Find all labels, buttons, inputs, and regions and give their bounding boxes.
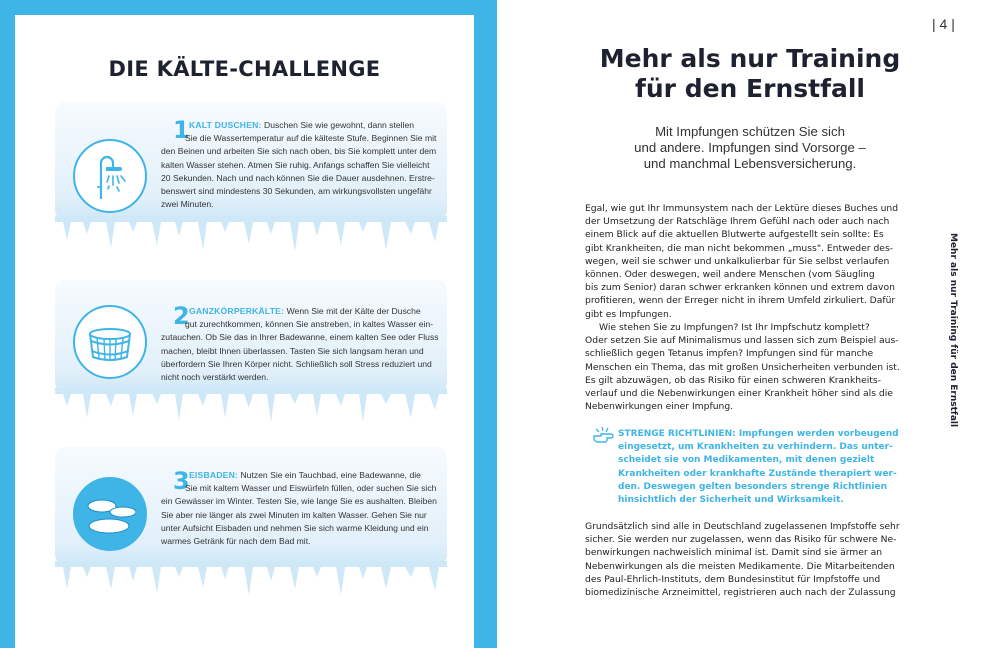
challenge-card-full-body bbox=[55, 280, 447, 440]
text-line: des Paul-Ehrlich-Instituts, dem Bundesinstitut für Impfstoffe und bbox=[585, 573, 881, 585]
subtitle-line: und manchmal Lebensversicherung. bbox=[643, 156, 857, 171]
text-line: einem Blick auf die aktuellen Blutwerte aufgestellt sein sollte: Es bbox=[585, 229, 884, 241]
icicles-decoration bbox=[55, 216, 447, 256]
running-header-text: Mehr als nur Training für den Ernstfall bbox=[948, 233, 958, 428]
text-line: Sie die Wassertemperatur auf die kälteste Stufe. Beginnen Sie mit bbox=[185, 133, 437, 144]
text-line: der Umsetzung der Ratschläge Ihrem Gefühl nach oder auch nach bbox=[585, 216, 890, 228]
item-number: 2 bbox=[173, 302, 190, 330]
item-lead: GANZKÖRPERKÄLTE: bbox=[189, 306, 285, 316]
challenge-title: DIE KÄLTE-CHALLENGE bbox=[108, 57, 381, 81]
text-line: nicht noch verstärkt werden. bbox=[161, 372, 269, 383]
text-line: benswert sind mindestens 30 Sekunden, am wirkungsvollsten ungefähr bbox=[161, 186, 432, 197]
ice-floes-icon bbox=[73, 477, 147, 551]
heading-line: für den Ernstfall bbox=[635, 74, 865, 103]
text-line: überfordern Sie Ihren Körper nicht. Schließlich soll Stress reduziert und bbox=[161, 358, 432, 369]
item-text bbox=[161, 469, 443, 548]
wooden-tub-icon bbox=[73, 305, 147, 379]
text-line: können. Oder deswegen, weil andere Menschen (vom Säugling bbox=[585, 269, 875, 281]
text-line: Nebenwirkungen als die meisten Medikamente. Die Mitarbeitenden bbox=[585, 560, 895, 572]
text-line: biomedizinische Arzneimittel, registrieren auch nach der Zulassung bbox=[585, 587, 896, 599]
text-line: kalten Wasser stehen. Atmen Sie ruhig. Anfangs schaffen Sie vielleicht bbox=[161, 159, 430, 170]
shower-icon bbox=[73, 139, 147, 213]
challenge-card-shower bbox=[55, 102, 447, 272]
hand-pointer-icon bbox=[592, 425, 616, 443]
subtitle-line: und andere. Impfungen sind Vorsorge – bbox=[634, 140, 866, 155]
text-line: unter Aufsicht Eisbaden und nehmen Sie sich warme Kleidung und ein bbox=[161, 522, 429, 533]
text-line: gut zurechtkommen, können Sie anstreben, in kaltes Wasser ein- bbox=[185, 319, 434, 330]
text-line: Egal, wie gut Ihr Immunsystem nach der Lektüre dieses Buches und bbox=[585, 203, 899, 214]
challenge-card-ice-bath bbox=[55, 447, 447, 622]
page-number: | 4 | bbox=[932, 16, 955, 32]
text-line: wegen, weil sie schwer und unkalkulierbar für Sie selbst verlaufen bbox=[585, 255, 890, 267]
item-text bbox=[161, 305, 443, 384]
page-heading bbox=[590, 44, 910, 104]
page-subtitle bbox=[598, 124, 902, 172]
text-line: gibt Krankheiten, die man nicht bekommen „muss". Entweder des- bbox=[585, 242, 894, 254]
callout-box bbox=[618, 428, 908, 507]
body-paragraph-1 bbox=[585, 202, 907, 321]
heading-line: Mehr als nur Training bbox=[599, 44, 901, 73]
callout-line: Krankheiten oder krankhafte Zustände therapiert wer- bbox=[618, 468, 897, 479]
text-line: machen, bleibt Ihnen überlassen. Tasten Sie sich langsam heran und bbox=[161, 345, 424, 356]
text-line: Nutzen Sie ein Tauchbad, eine Badewanne, die bbox=[240, 470, 421, 480]
text-line: Duschen Sie wie gewohnt, dann stellen bbox=[264, 120, 415, 130]
left-page-panel bbox=[15, 15, 474, 648]
text-line: Grundsätzlich sind alle in Deutschland zugelassenen Impfstoffe sehr bbox=[585, 521, 900, 532]
body-paragraph-2 bbox=[585, 321, 907, 413]
body-paragraph-3 bbox=[585, 520, 907, 599]
callout-line: hinsichtlich der Sicherheit und Wirksamkeit. bbox=[618, 495, 844, 506]
callout-line: STRENGE RICHTLINIEN: Impfungen werden vorbeugend bbox=[618, 429, 899, 439]
item-lead: EISBADEN: bbox=[189, 470, 239, 480]
text-line: ein Gewässer im Winter. Testen Sie, wie lange Sie es aushalten. Bleiben bbox=[161, 496, 437, 507]
text-line: gibt es Impfungen. bbox=[585, 308, 672, 320]
text-line: Wenn Sie mit der Kälte der Dusche bbox=[286, 306, 421, 316]
left-page-frame bbox=[0, 0, 497, 648]
text-line: Menschen ein Thema, das mit großen Unsicherheiten verbunden ist. bbox=[585, 361, 900, 373]
text-line: 20 Sekunden. Nach und nach können Sie die Dauer ausdehnen. Erstre- bbox=[161, 172, 435, 183]
text-line: Wie stehen Sie zu Impfungen? Ist Ihr Impfschutz komplett? bbox=[599, 322, 870, 333]
item-lead: KALT DUSCHEN: bbox=[189, 120, 262, 130]
text-line: schließlich gegen Tetanus impfen? Impfungen sind für manche bbox=[585, 348, 874, 360]
text-line: bis zum Senior) daran schwer erkranken können und extrem davon bbox=[585, 282, 895, 294]
text-line: den Beinen und arbeiten Sie sich nach oben, bis Sie komplett unter dem bbox=[161, 146, 437, 157]
text-line: Es gilt abzuwägen, ob das Risiko für einen schweren Krankheits- bbox=[585, 374, 882, 386]
text-line: Nebenwirkungen einer Impfung. bbox=[585, 401, 734, 413]
text-line: benwirkungen nachweislich minimal ist. Damit sind sie ärmer an bbox=[585, 547, 883, 559]
text-line: Sie mit kaltem Wasser und Eiswürfeln füllen, oder suchen Sie sich bbox=[185, 483, 437, 494]
text-line: Sie aber nie länger als zwei Minuten im kalten Wasser. Gehen Sie nur bbox=[161, 509, 427, 520]
text-line: profitieren, wenn der Erreger nicht in ihrem Umfeld zirkuliert. Dafür bbox=[585, 295, 896, 307]
running-header-vertical bbox=[945, 233, 959, 428]
callout-line: eingesetzt, um Krankheiten zu verhindern. Das unter- bbox=[618, 442, 893, 453]
icicles-decoration bbox=[55, 561, 447, 601]
icicles-decoration bbox=[55, 388, 447, 428]
item-number: 3 bbox=[173, 467, 190, 495]
item-number: 1 bbox=[173, 116, 190, 144]
text-line: zutauchen. Ob Sie das in Ihrer Badewanne, einem kalten See oder Fluss bbox=[161, 332, 439, 343]
callout-line: scheidet sie von Medikamenten, mit denen gezielt bbox=[618, 455, 875, 466]
text-line: zwei Minuten. bbox=[161, 199, 214, 210]
callout-line: den. Deswegen gelten besonders strenge Richtlinien bbox=[618, 481, 888, 492]
text-line: verlauf und die Nebenwirkungen einer Krankheit höher sind als die bbox=[585, 388, 893, 400]
text-line: sicher. Sie werden nur zugelassen, wenn das Risiko für schwere Ne- bbox=[585, 534, 897, 546]
text-line: Oder setzen Sie auf Minimalismus und lassen sich zum Beispiel aus- bbox=[585, 335, 899, 347]
item-text bbox=[161, 119, 443, 211]
subtitle-line: Mit Impfungen schützen Sie sich bbox=[655, 124, 845, 139]
text-line: warmes Getränk für nach dem Bad mit. bbox=[161, 536, 311, 547]
